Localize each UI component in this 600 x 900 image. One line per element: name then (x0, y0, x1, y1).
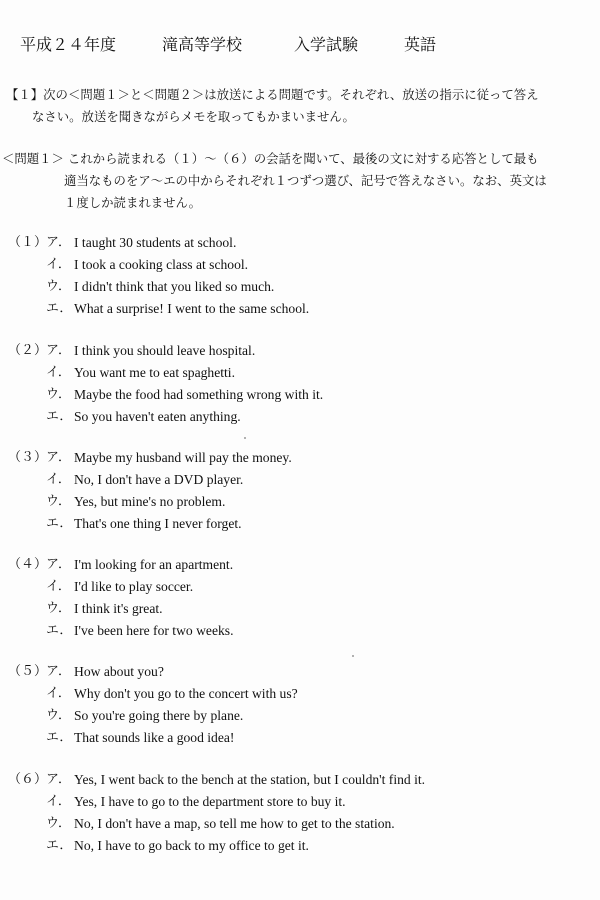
option-mark: エ． (46, 730, 73, 745)
option-text: I didn't think that you liked so much. (74, 279, 275, 294)
option-row (8, 620, 598, 642)
option-row (8, 513, 598, 535)
option-mark: ウ． (46, 387, 71, 402)
option-row (8, 276, 598, 298)
option-text: Yes, I went back to the bench at the station, but I couldn't find it. (74, 772, 426, 787)
option-row (8, 661, 598, 683)
option-row (8, 769, 598, 791)
option-text: How about you? (74, 664, 164, 679)
option-mark: ア． (46, 343, 71, 358)
question-block-5 (8, 661, 598, 749)
option-mark: エ． (46, 623, 73, 638)
option-row (8, 835, 598, 857)
option-text: No, I don't have a map, so tell me how to get to the station. (74, 816, 395, 831)
option-row (8, 340, 598, 362)
option-row (8, 362, 598, 384)
question-number: （４） (8, 557, 48, 572)
option-row (8, 298, 598, 320)
option-mark: ア． (46, 450, 71, 465)
problem-1-label: ＜問題１＞ (2, 151, 64, 166)
option-mark: ウ． (46, 279, 71, 294)
option-mark: イ． (46, 794, 71, 809)
option-text: Yes, I have to go to the department store to buy it. (74, 794, 346, 809)
option-text: I've been here for two weeks. (74, 623, 234, 638)
question-number: （６） (8, 772, 48, 787)
problem-1-instructions (2, 148, 598, 214)
header-subject: 英語 (404, 35, 437, 54)
option-row (8, 232, 598, 254)
option-row (8, 705, 598, 727)
option-row (8, 598, 598, 620)
option-text: I think it's great. (74, 601, 163, 616)
header-year: 平成２４年度 (20, 35, 117, 54)
question-block-1 (8, 232, 598, 320)
question-block-6 (8, 769, 598, 857)
option-mark: エ． (46, 838, 73, 853)
instruction-line-1: 【１】次の＜問題１＞と＜問題２＞は放送による問題です。それぞれ、放送の指示に従って答え (6, 87, 539, 102)
option-row (8, 447, 598, 469)
option-mark: イ． (46, 472, 71, 487)
option-text: I took a cooking class at school. (74, 257, 249, 272)
option-row (8, 384, 598, 406)
section-label: 【１】 (6, 87, 44, 102)
option-row (8, 554, 598, 576)
option-text: Why don't you go to the concert with us? (74, 686, 298, 701)
option-text: So you're going there by plane. (74, 708, 244, 723)
option-text: No, I have to go back to my office to get it. (74, 838, 309, 853)
option-text: No, I don't have a DVD player. (74, 472, 244, 487)
option-row (8, 683, 598, 705)
option-row (8, 491, 598, 513)
option-mark: エ． (46, 409, 73, 424)
option-mark: ア． (46, 557, 71, 572)
option-mark: エ． (46, 301, 73, 316)
option-row (8, 813, 598, 835)
option-text: Maybe the food had something wrong with it. (74, 387, 324, 402)
option-row (8, 576, 598, 598)
question-block-4 (8, 554, 598, 642)
option-text: I taught 30 students at school. (74, 235, 237, 250)
option-mark: ウ． (46, 816, 71, 831)
problem-1-line-2: 適当なものをア～エの中からそれぞれ１つずつ選び、記号で答えなさい。なお、英文は (64, 173, 547, 188)
option-text: What a surprise! I went to the same school. (74, 301, 310, 316)
section-instructions (6, 84, 598, 128)
option-mark: ウ． (46, 494, 71, 509)
option-row (8, 406, 598, 428)
option-mark: エ． (46, 516, 73, 531)
exam-header (20, 32, 436, 55)
option-row (8, 791, 598, 813)
option-text: I think you should leave hospital. (74, 343, 256, 358)
option-text: That's one thing I never forget. (74, 516, 242, 531)
header-school: 滝高等学校 (162, 35, 243, 54)
option-mark: イ． (46, 686, 71, 701)
question-number: （５） (8, 664, 48, 679)
instruction-line-2: なさい。放送を聞きながらメモを取ってもかまいません。 (32, 109, 355, 124)
option-mark: ア． (46, 664, 71, 679)
question-number: （２） (8, 343, 48, 358)
option-mark: ウ． (46, 708, 71, 723)
question-number: （３） (8, 450, 48, 465)
question-block-3 (8, 447, 598, 535)
question-number: （１） (8, 235, 48, 250)
problem-1-line-3: １度しか読まれません。 (64, 195, 202, 210)
problem-1-line-1: ＜問題１＞ これから読まれる（１）～（６）の会話を聞いて、最後の文に対する応答として最も (2, 151, 539, 166)
option-row (8, 254, 598, 276)
option-text: So you haven't eaten anything. (74, 409, 241, 424)
option-text: That sounds like a good idea! (74, 730, 235, 745)
option-text: I'd like to play soccer. (74, 579, 194, 594)
question-block-2 (8, 340, 598, 428)
option-mark: ア． (46, 772, 71, 787)
scan-speck (244, 437, 246, 439)
option-text: You want me to eat spaghetti. (74, 365, 235, 380)
scan-speck (352, 655, 354, 657)
option-mark: イ． (46, 579, 71, 594)
header-exam: 入学試験 (294, 35, 359, 54)
option-row (8, 727, 598, 749)
option-text: Yes, but mine's no problem. (74, 494, 226, 509)
option-mark: ア． (46, 235, 71, 250)
option-text: I'm looking for an apartment. (74, 557, 234, 572)
option-mark: イ． (46, 257, 71, 272)
option-text: Maybe my husband will pay the money. (74, 450, 292, 465)
option-mark: ウ． (46, 601, 71, 616)
option-mark: イ． (46, 365, 71, 380)
option-row (8, 469, 598, 491)
